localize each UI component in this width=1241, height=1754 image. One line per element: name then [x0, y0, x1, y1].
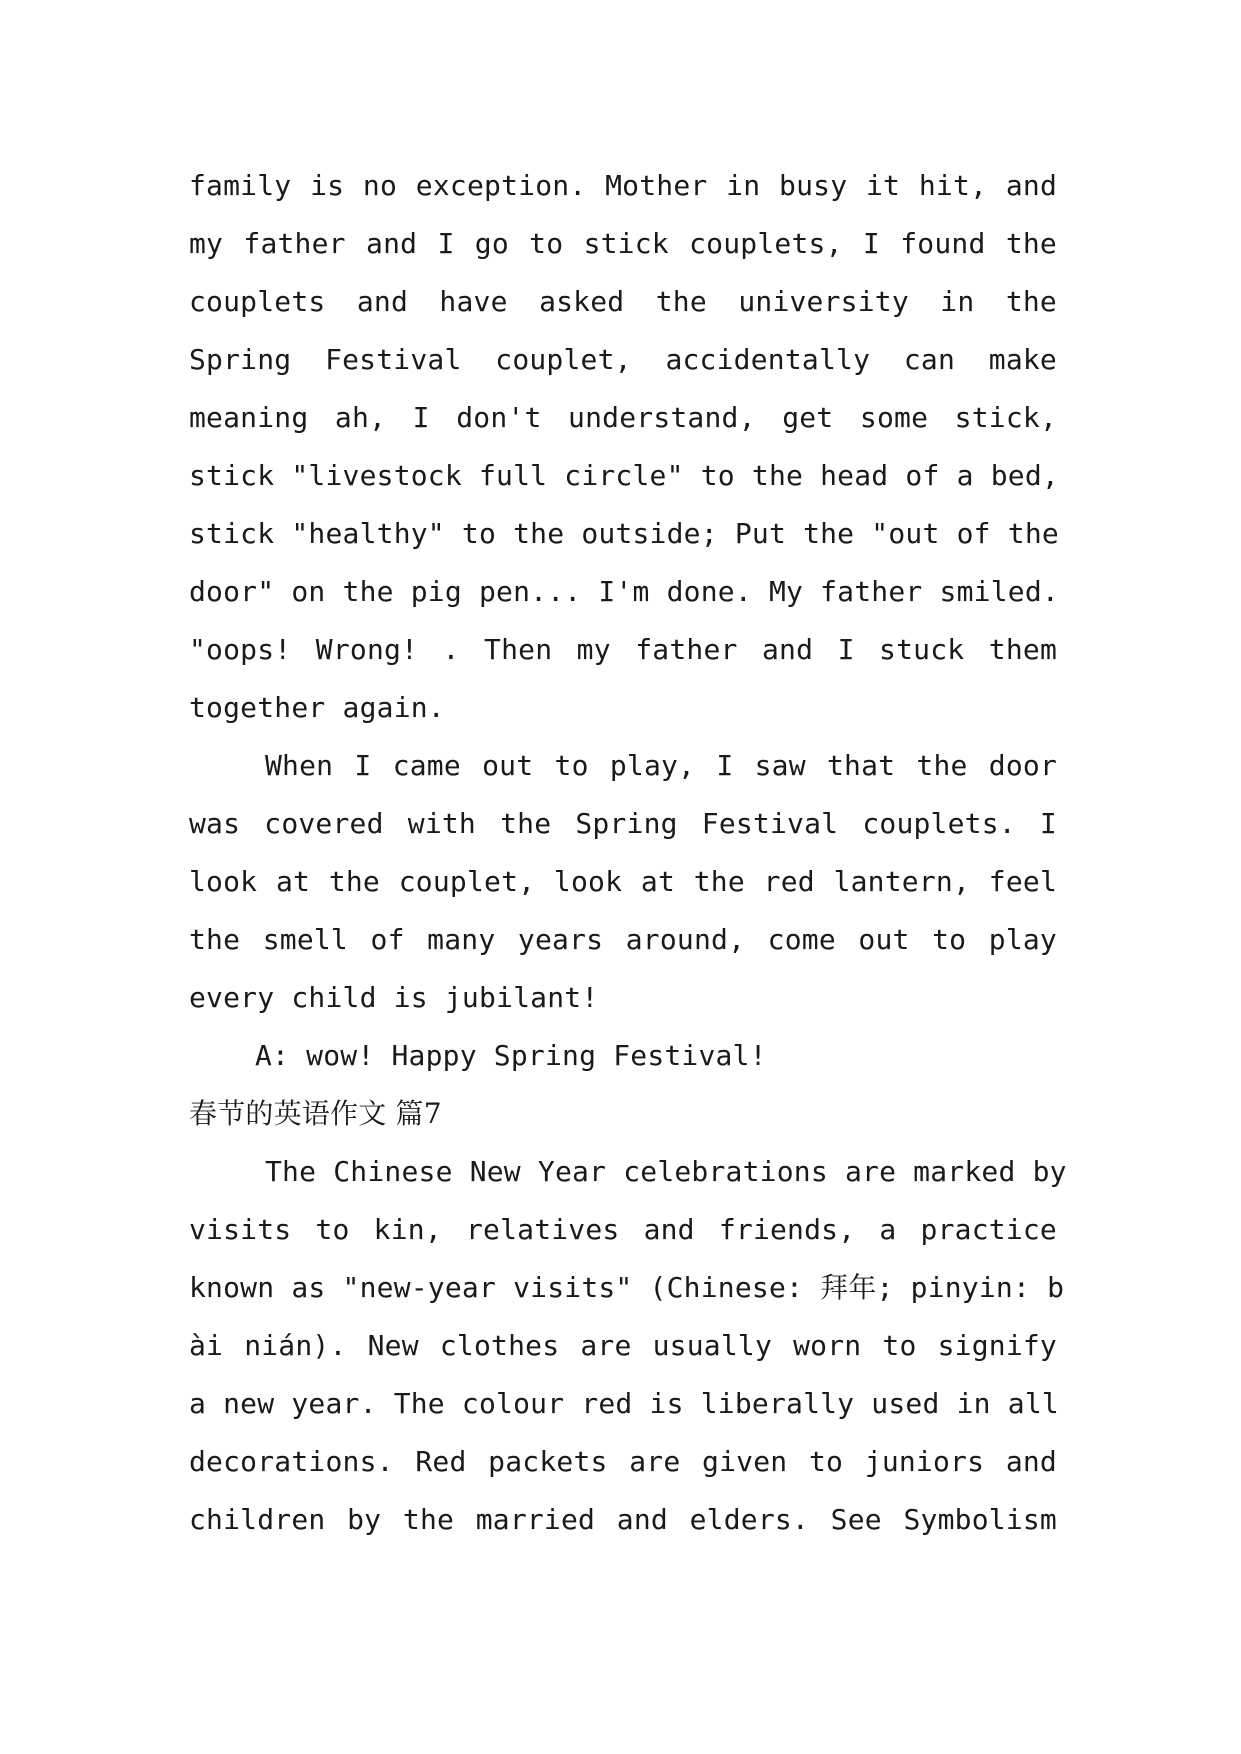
paragraph-3-line-1: A: wow! Happy Spring Festival!: [255, 1039, 767, 1072]
paragraph-4-line-1: The Chinese New Year celebrations are marked by: [265, 1155, 1067, 1188]
paragraph-2-line-4: the smell of many years around, come out to play: [189, 923, 1057, 956]
paragraph-4-line-7: children by the married and elders. See Symbolism: [189, 1503, 1057, 1536]
paragraph-2-line-1: When I came out to play, I saw that the door: [265, 749, 1057, 782]
paragraph-1-line-4: Spring Festival couplet, accidentally can make: [189, 343, 1057, 376]
paragraph-4-line-3: known as "new-year visits" (Chinese: 拜年; pinyin: b: [189, 1271, 1065, 1304]
paragraph-1-line-1: family is no exception. Mother in busy it hit, and: [189, 169, 1057, 202]
paragraph-2-line-5: every child is jubilant!: [189, 981, 599, 1014]
paragraph-1-line-3: couplets and have asked the university in the: [189, 285, 1057, 318]
paragraph-2-line-3: look at the couplet, look at the red lantern, feel: [189, 865, 1057, 898]
paragraph-1-line-9: "oops! Wrong! . Then my father and I stuck them: [189, 633, 1057, 666]
paragraph-4-line-4: ài nián). New clothes are usually worn to signify: [189, 1329, 1057, 1362]
paragraph-1-line-7: stick "healthy" to the outside; Put the "out of the: [189, 517, 1059, 550]
paragraph-4-line-2: visits to kin, relatives and friends, a practice: [189, 1213, 1057, 1246]
paragraph-4-line-6: decorations. Red packets are given to juniors and: [189, 1445, 1057, 1478]
section-heading: 春节的英语作文 篇7: [189, 1097, 442, 1130]
paragraph-2-line-2: was covered with the Spring Festival couplets. I: [189, 807, 1057, 840]
paragraph-1-line-10: together again.: [189, 691, 445, 724]
paragraph-4-line-5: a new year. The colour red is liberally used in all: [189, 1387, 1059, 1420]
paragraph-1-line-6: stick "livestock full circle" to the head of a bed,: [189, 459, 1059, 492]
paragraph-1-line-2: my father and I go to stick couplets, I found the: [189, 227, 1057, 260]
paragraph-1-line-5: meaning ah, I don't understand, get some stick,: [189, 401, 1057, 434]
paragraph-1-line-8: door" on the pig pen... I'm done. My father smiled.: [189, 575, 1059, 608]
